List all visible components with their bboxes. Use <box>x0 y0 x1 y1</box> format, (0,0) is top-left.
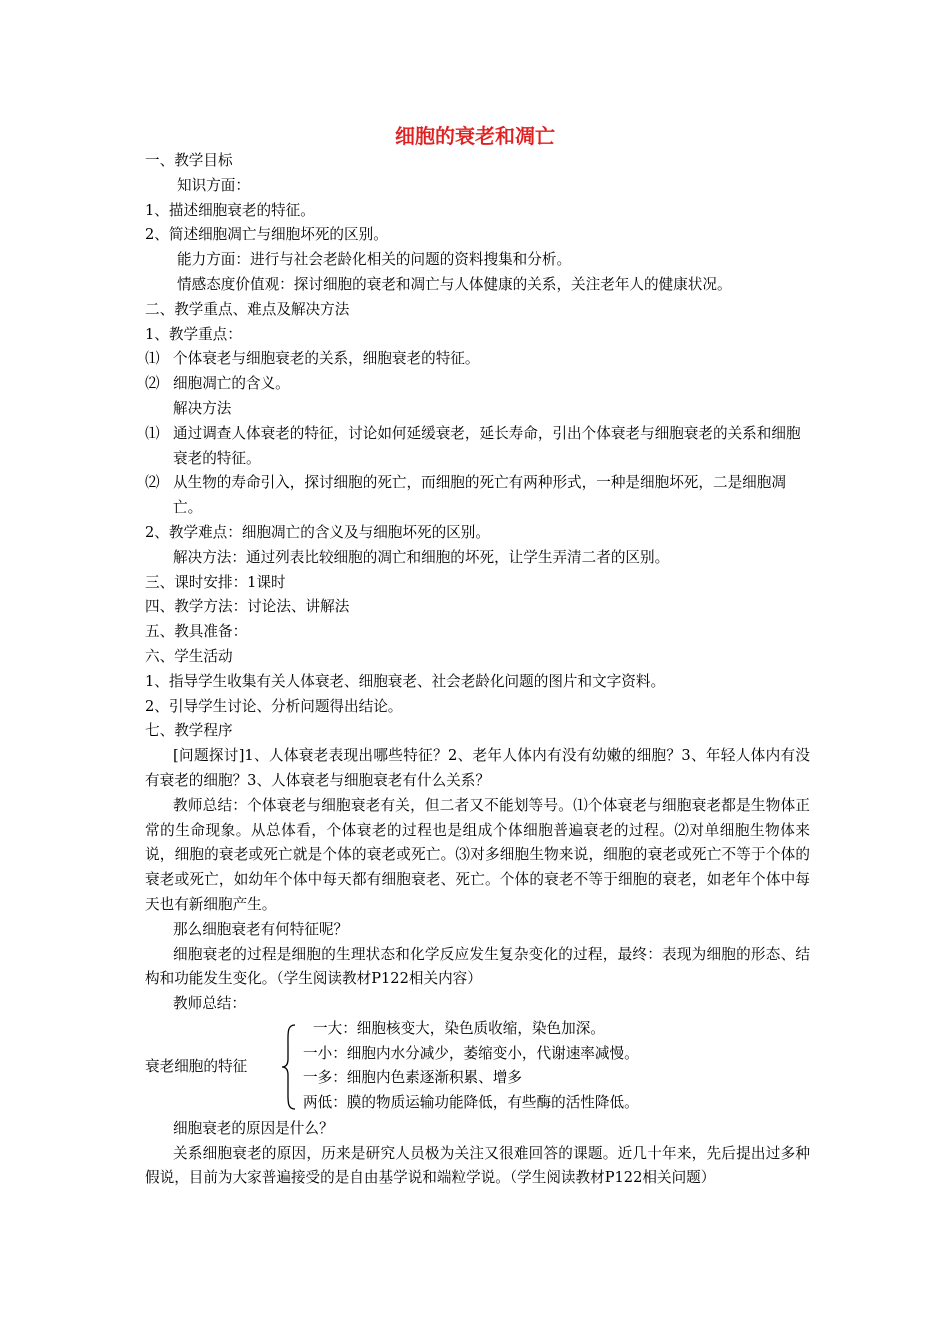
paragraph: 关系细胞衰老的原因，历来是研究人员极为关注又很难回答的课题。近几十年来，先后提出过多种假说，目前为大家普遍接受的是自由基学说和端粒学说。（学生阅读教材P122相关问题） <box>145 1144 810 1187</box>
item-text: 通过调查人体衰老的特征，讨论如何延缓衰老，延长寿命，引出个体衰老与细胞衰老的关系和细胞衰老的特征。 <box>173 424 801 467</box>
feature-item: 一多：细胞内色素逐渐积累、增多 <box>303 1069 522 1087</box>
section-heading: 三、课时安排：1课时 <box>145 573 286 591</box>
feature-item: 一小：细胞内水分减少，萎缩变小，代谢速率减慢。 <box>303 1044 639 1062</box>
knowledge-item: 1、描述细胞衰老的特征。 <box>145 201 315 219</box>
feature-item: 一大：细胞核变大，染色质收缩，染色加深。 <box>313 1019 605 1037</box>
ability-line: 能力方面：进行与社会老龄化相关的问题的资料搜集和分析。 <box>177 251 572 269</box>
key-item <box>145 347 810 372</box>
features-brace-list <box>145 1017 810 1117</box>
curly-brace-icon <box>279 1023 299 1111</box>
method-item <box>145 471 810 521</box>
document-title: 细胞的衰老和凋亡 <box>395 124 555 148</box>
knowledge-item: 2、简述细胞凋亡与细胞坏死的区别。 <box>145 226 388 244</box>
item-text: 细胞凋亡的含义。 <box>173 375 290 393</box>
section-heading: 六、学生活动 <box>145 647 233 665</box>
item-number: ⑵ <box>145 375 160 393</box>
item-number: ⑵ <box>145 474 160 492</box>
features-items <box>303 1017 639 1116</box>
feature-item: 两低：膜的物质运输功能降低，有些酶的活性降低。 <box>303 1094 639 1112</box>
emotion-line: 情感态度价值观：探讨细胞的衰老和凋亡与人体健康的关系，关注老年人的健康状况。 <box>177 275 732 293</box>
section-heading: 二、教学重点、难点及解决方法 <box>145 300 350 318</box>
section-heading: 一、教学目标 <box>145 152 233 169</box>
section-heading: 七、教学程序 <box>145 722 233 740</box>
features-label: 衰老细胞的特征 <box>145 1057 248 1075</box>
method-item <box>145 422 810 472</box>
paragraph: 教师总结： <box>173 995 246 1013</box>
activity-item: 1、指导学生收集有关人体衰老、细胞衰老、社会老龄化问题的图片和文字资料。 <box>145 672 666 690</box>
section-heading: 四、教学方法：讨论法、讲解法 <box>145 598 350 616</box>
section-heading: 五、教具准备： <box>145 623 248 641</box>
activity-item: 2、引导学生讨论、分析问题得出结论。 <box>145 697 403 715</box>
item-text: 个体衰老与细胞衰老的关系，细胞衰老的特征。 <box>173 350 480 368</box>
difficulty-line: 2、教学难点：细胞凋亡的含义及与细胞坏死的区别。 <box>145 523 490 541</box>
solution-line: 解决方法：通过列表比较细胞的凋亡和细胞的坏死，让学生弄清二者的区别。 <box>173 548 670 566</box>
paragraph: 细胞衰老的原因是什么？ <box>173 1119 334 1137</box>
document-body <box>145 149 810 1191</box>
key-item <box>145 372 810 397</box>
paragraph: 那么细胞衰老有何特征呢？ <box>173 920 349 938</box>
paragraph: 细胞衰老的过程是细胞的生理状态和化学反应发生复杂变化的过程，最终：表现为细胞的形态、结构和功能发生变化。（学生阅读教材P122相关内容） <box>145 945 810 988</box>
item-number: ⑴ <box>145 424 160 442</box>
method-label: 解决方法 <box>173 399 232 417</box>
item-text: 从生物的寿命引入，探讨细胞的死亡，而细胞的死亡有两种形式，一种是细胞坏死，二是细胞凋亡。 <box>173 474 786 517</box>
key-label: 1、教学重点： <box>145 325 242 343</box>
item-number: ⑴ <box>145 350 160 368</box>
paragraph: 教师总结：个体衰老与细胞衰老有关，但二者又不能划等号。⑴个体衰老与细胞衰老都是生物体正常的生命现象。从总体看，个体衰老的过程也是组成个体细胞普遍衰老的过程。⑵对单细胞生物体来说，细胞的衰老或死亡就是个体的衰老或死亡。⑶对多细胞生物来说，细胞的衰老或死亡不等于个体的衰老或死亡，如幼年个体中每天都有细胞衰老、死亡。个体的衰老不等于细胞的衰老，如老年个体中每天也有新细胞产生。 <box>145 796 810 913</box>
paragraph: [问题探讨]1、人体衰老表现出哪些特征？2、老年人体内有没有幼嫩的细胞？3、年轻人体内有没有衰老的细胞？3、人体衰老与细胞衰老有什么关系？ <box>145 747 810 789</box>
knowledge-label: 知识方面： <box>177 176 250 194</box>
